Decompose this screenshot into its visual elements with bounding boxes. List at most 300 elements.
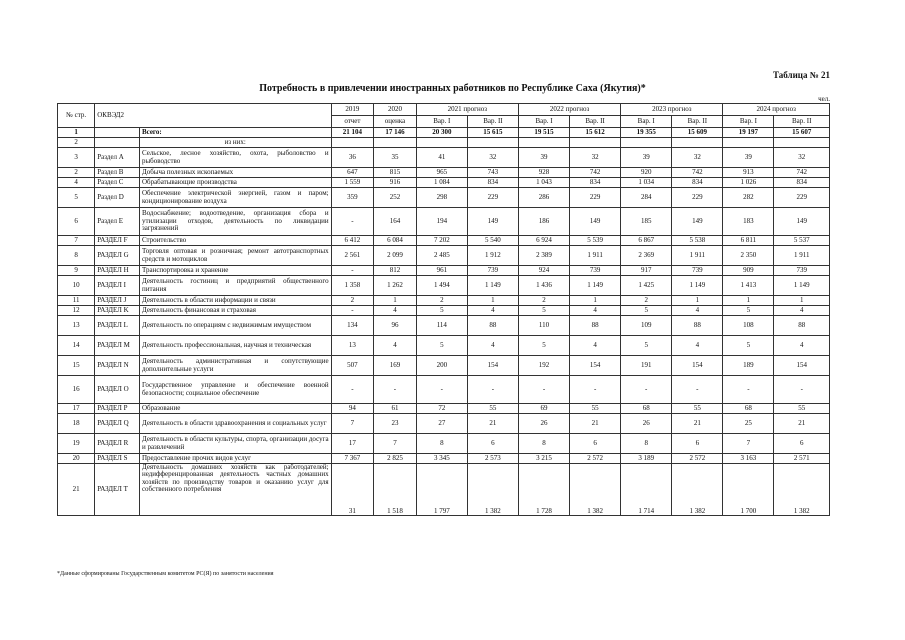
table-row xyxy=(58,168,830,178)
table-row xyxy=(58,316,830,336)
value-cell xyxy=(774,138,830,148)
value-cell: 6 xyxy=(570,434,621,454)
value-cell: 2 350 xyxy=(723,246,774,266)
row-number-cell: 1 xyxy=(58,128,95,138)
value-cell: 6 867 xyxy=(621,236,672,246)
okved-cell xyxy=(95,128,140,138)
value-cell: - xyxy=(774,376,830,404)
value-cell: 1 912 xyxy=(467,246,518,266)
value-cell: 31 xyxy=(331,464,374,516)
header-2020: 2020 xyxy=(374,104,417,116)
value-cell: 4 xyxy=(774,336,830,356)
value-cell: 7 xyxy=(723,434,774,454)
value-cell: 6 xyxy=(467,434,518,454)
activity-cell: Обрабатывающие производства xyxy=(139,178,331,188)
value-cell: 5 540 xyxy=(467,236,518,246)
value-cell xyxy=(621,138,672,148)
value-cell: 3 189 xyxy=(621,454,672,464)
table-title: Потребность в привлечении иностранных работников по Республике Саха (Якутия)* xyxy=(259,83,646,94)
value-cell: 298 xyxy=(416,188,467,208)
value-cell: 1 262 xyxy=(374,276,417,296)
value-cell: 1 043 xyxy=(518,178,569,188)
value-cell: 2 561 xyxy=(331,246,374,266)
value-cell xyxy=(672,138,723,148)
value-cell: 6 924 xyxy=(518,236,569,246)
value-cell: 917 xyxy=(621,266,672,276)
value-cell: 4 xyxy=(467,306,518,316)
value-cell: 1 911 xyxy=(570,246,621,266)
value-cell: 2 572 xyxy=(672,454,723,464)
value-cell: 19 197 xyxy=(723,128,774,138)
value-cell: 286 xyxy=(518,188,569,208)
value-cell: 1 382 xyxy=(774,464,830,516)
value-cell: 5 xyxy=(723,306,774,316)
value-cell: 21 xyxy=(570,414,621,434)
value-cell: 647 xyxy=(331,168,374,178)
value-cell: 5 xyxy=(621,336,672,356)
row-number-cell: 18 xyxy=(58,414,95,434)
value-cell: 39 xyxy=(723,148,774,168)
value-cell: - xyxy=(331,266,374,276)
value-cell: 909 xyxy=(723,266,774,276)
value-cell: 21 xyxy=(467,414,518,434)
table-row xyxy=(58,128,830,138)
value-cell: 32 xyxy=(774,148,830,168)
value-cell: 916 xyxy=(374,178,417,188)
row-number-cell: 10 xyxy=(58,276,95,296)
value-cell: - xyxy=(331,306,374,316)
value-cell xyxy=(331,138,374,148)
table-row xyxy=(58,376,830,404)
value-cell: 1 911 xyxy=(774,246,830,266)
value-cell: 1 728 xyxy=(518,464,569,516)
activity-cell: Деятельность гостиниц и предприятий общественного питания xyxy=(139,276,331,296)
value-cell: 191 xyxy=(621,356,672,376)
value-cell: 2 571 xyxy=(774,454,830,464)
value-cell: 192 xyxy=(518,356,569,376)
header-row-no: № стр. xyxy=(58,104,95,128)
value-cell: 1 149 xyxy=(467,276,518,296)
header-2023-var1: Вар. I xyxy=(621,116,672,128)
value-cell: 6 xyxy=(774,434,830,454)
value-cell: 834 xyxy=(774,178,830,188)
header-2024: 2024 прогноз xyxy=(723,104,830,116)
header-okved: ОКВЭД2 xyxy=(95,104,331,128)
value-cell: 108 xyxy=(723,316,774,336)
value-cell: 154 xyxy=(672,356,723,376)
value-cell: 5 537 xyxy=(774,236,830,246)
value-cell: 920 xyxy=(621,168,672,178)
value-cell xyxy=(374,138,417,148)
value-cell: 1 xyxy=(723,296,774,306)
value-cell: 739 xyxy=(467,266,518,276)
value-cell: 1 149 xyxy=(672,276,723,296)
value-cell: 229 xyxy=(570,188,621,208)
value-cell: 21 xyxy=(672,414,723,434)
value-cell: 8 xyxy=(518,434,569,454)
value-cell: 94 xyxy=(331,404,374,414)
value-cell: - xyxy=(723,376,774,404)
value-cell: 149 xyxy=(774,208,830,236)
value-cell: 1 436 xyxy=(518,276,569,296)
value-cell: 1 494 xyxy=(416,276,467,296)
header-2023-var2: Вар. II xyxy=(672,116,723,128)
value-cell: 21 104 xyxy=(331,128,374,138)
activity-cell: Деятельность домашних хозяйств как работодателей; недифференцированная деятельность частных домашних хозяйств по производству товаров и оказанию услуг для собственного потребления xyxy=(139,464,331,516)
value-cell: 194 xyxy=(416,208,467,236)
header-2021-var1: Вар. I xyxy=(416,116,467,128)
value-cell: 1 382 xyxy=(467,464,518,516)
value-cell: 6 811 xyxy=(723,236,774,246)
value-cell: 55 xyxy=(672,404,723,414)
okved-cell: Раздел A xyxy=(95,148,140,168)
row-number-cell: 19 xyxy=(58,434,95,454)
units-label: чел. xyxy=(818,95,830,103)
value-cell: 961 xyxy=(416,266,467,276)
value-cell: 1 xyxy=(570,296,621,306)
value-cell: 965 xyxy=(416,168,467,178)
row-number-cell: 14 xyxy=(58,336,95,356)
row-number-cell: 15 xyxy=(58,356,95,376)
value-cell: 1 xyxy=(467,296,518,306)
okved-cell: РАЗДЕЛ G xyxy=(95,246,140,266)
activity-cell: Деятельность по операциям с недвижимым имуществом xyxy=(139,316,331,336)
value-cell: 6 084 xyxy=(374,236,417,246)
header-2019: 2019 xyxy=(331,104,374,116)
header-2022-var2: Вар. II xyxy=(570,116,621,128)
value-cell: 19 355 xyxy=(621,128,672,138)
value-cell: 55 xyxy=(467,404,518,414)
row-number-cell: 7 xyxy=(58,236,95,246)
okved-cell: РАЗДЕЛ J xyxy=(95,296,140,306)
value-cell xyxy=(467,138,518,148)
value-cell: 32 xyxy=(467,148,518,168)
row-number-cell: 2 xyxy=(58,168,95,178)
value-cell: 282 xyxy=(723,188,774,208)
value-cell: 1 797 xyxy=(416,464,467,516)
value-cell: 149 xyxy=(672,208,723,236)
value-cell: 189 xyxy=(723,356,774,376)
value-cell: 5 xyxy=(416,336,467,356)
value-cell: 3 345 xyxy=(416,454,467,464)
value-cell: 284 xyxy=(621,188,672,208)
value-cell: 15 609 xyxy=(672,128,723,138)
header-row-1 xyxy=(58,104,830,116)
table-row xyxy=(58,148,830,168)
activity-cell: Всего: xyxy=(139,128,331,138)
value-cell: 359 xyxy=(331,188,374,208)
value-cell: 55 xyxy=(570,404,621,414)
row-number-cell: 5 xyxy=(58,188,95,208)
value-cell: 5 xyxy=(518,336,569,356)
activity-cell: Деятельность в области информации и связи xyxy=(139,296,331,306)
value-cell: 1 xyxy=(774,296,830,306)
okved-cell: РАЗДЕЛ I xyxy=(95,276,140,296)
value-cell: 815 xyxy=(374,168,417,178)
activity-cell: Деятельность в области культуры, спорта, организации досуга и развлечений xyxy=(139,434,331,454)
value-cell: 252 xyxy=(374,188,417,208)
value-cell: 183 xyxy=(723,208,774,236)
value-cell: 6 xyxy=(672,434,723,454)
value-cell: 26 xyxy=(621,414,672,434)
okved-cell: РАЗДЕЛ F xyxy=(95,236,140,246)
activity-cell: Деятельность в области здравоохранения и социальных услуг xyxy=(139,414,331,434)
row-number-cell: 2 xyxy=(58,138,95,148)
row-number-cell: 16 xyxy=(58,376,95,404)
value-cell: 35 xyxy=(374,148,417,168)
activity-cell: Транспортировка и хранение xyxy=(139,266,331,276)
value-cell: - xyxy=(331,208,374,236)
activity-cell: Деятельность административная и сопутствующие дополнительные услуги xyxy=(139,356,331,376)
row-number-cell: 6 xyxy=(58,208,95,236)
value-cell: 154 xyxy=(467,356,518,376)
value-cell: 88 xyxy=(570,316,621,336)
value-cell: 1 084 xyxy=(416,178,467,188)
value-cell: 739 xyxy=(570,266,621,276)
activity-cell: из них: xyxy=(139,138,331,148)
value-cell: 2 825 xyxy=(374,454,417,464)
table-row xyxy=(58,454,830,464)
value-cell xyxy=(570,138,621,148)
table-row xyxy=(58,434,830,454)
table-row xyxy=(58,246,830,266)
value-cell: 5 xyxy=(518,306,569,316)
value-cell: 4 xyxy=(570,336,621,356)
value-cell: 96 xyxy=(374,316,417,336)
value-cell: 68 xyxy=(723,404,774,414)
data-table xyxy=(57,103,830,516)
value-cell: 25 xyxy=(723,414,774,434)
row-number-cell: 8 xyxy=(58,246,95,266)
value-cell: 154 xyxy=(774,356,830,376)
value-cell: 2 xyxy=(621,296,672,306)
activity-cell: Деятельность финансовая и страховая xyxy=(139,306,331,316)
value-cell: 913 xyxy=(723,168,774,178)
value-cell: 200 xyxy=(416,356,467,376)
value-cell: 1 518 xyxy=(374,464,417,516)
value-cell: - xyxy=(672,376,723,404)
row-number-cell: 13 xyxy=(58,316,95,336)
table-row xyxy=(58,414,830,434)
value-cell: 1 149 xyxy=(570,276,621,296)
footnote: *Данные сформированы Государственным комитетом РС(Я) по занятости населения xyxy=(57,571,274,577)
table-row xyxy=(58,208,830,236)
value-cell: 32 xyxy=(570,148,621,168)
value-cell: 5 538 xyxy=(672,236,723,246)
value-cell: 507 xyxy=(331,356,374,376)
value-cell: 5 539 xyxy=(570,236,621,246)
okved-cell: РАЗДЕЛ R xyxy=(95,434,140,454)
value-cell: 4 xyxy=(374,336,417,356)
value-cell: - xyxy=(467,376,518,404)
okved-cell: Раздел C xyxy=(95,178,140,188)
value-cell: 1 425 xyxy=(621,276,672,296)
value-cell: 2 389 xyxy=(518,246,569,266)
value-cell: 110 xyxy=(518,316,569,336)
value-cell: 2 099 xyxy=(374,246,417,266)
table-row xyxy=(58,464,830,516)
row-number-cell: 20 xyxy=(58,454,95,464)
value-cell: 20 300 xyxy=(416,128,467,138)
value-cell: 72 xyxy=(416,404,467,414)
value-cell: 149 xyxy=(570,208,621,236)
value-cell: - xyxy=(518,376,569,404)
okved-cell: РАЗДЕЛ T xyxy=(95,464,140,516)
value-cell: 5 xyxy=(416,306,467,316)
table-row xyxy=(58,404,830,414)
row-number-cell: 12 xyxy=(58,306,95,316)
value-cell: 229 xyxy=(774,188,830,208)
value-cell: 154 xyxy=(570,356,621,376)
header-ocenka: оценка xyxy=(374,116,417,128)
header-2023: 2023 прогноз xyxy=(621,104,723,116)
value-cell: 2 xyxy=(416,296,467,306)
value-cell: 55 xyxy=(774,404,830,414)
value-cell: 1 358 xyxy=(331,276,374,296)
value-cell: 229 xyxy=(672,188,723,208)
value-cell: 21 xyxy=(774,414,830,434)
header-2024-var2: Вар. II xyxy=(774,116,830,128)
value-cell: 39 xyxy=(621,148,672,168)
table-row xyxy=(58,336,830,356)
value-cell: 13 xyxy=(331,336,374,356)
header-otchet: отчет xyxy=(331,116,374,128)
activity-cell: Водоснабжение; водоотведение, организация сбора и утилизации отходов, деятельность по ликвидации загрязнений xyxy=(139,208,331,236)
value-cell: 185 xyxy=(621,208,672,236)
value-cell: 15 607 xyxy=(774,128,830,138)
value-cell: 19 515 xyxy=(518,128,569,138)
value-cell: - xyxy=(621,376,672,404)
value-cell: 1 413 xyxy=(723,276,774,296)
value-cell: 1 559 xyxy=(331,178,374,188)
okved-cell: РАЗДЕЛ Q xyxy=(95,414,140,434)
table-row xyxy=(58,236,830,246)
activity-cell: Деятельность профессиональная, научная и техническая xyxy=(139,336,331,356)
header-2022-var1: Вар. I xyxy=(518,116,569,128)
value-cell: 114 xyxy=(416,316,467,336)
okved-cell: Раздел B xyxy=(95,168,140,178)
value-cell xyxy=(723,138,774,148)
value-cell: 4 xyxy=(467,336,518,356)
value-cell: 1 382 xyxy=(672,464,723,516)
value-cell: - xyxy=(331,376,374,404)
value-cell: 15 615 xyxy=(467,128,518,138)
table-row xyxy=(58,276,830,296)
activity-cell: Торговля оптовая и розничная; ремонт автотранспортных средств и мотоциклов xyxy=(139,246,331,266)
value-cell: 742 xyxy=(570,168,621,178)
value-cell: 1 149 xyxy=(774,276,830,296)
value-cell: 3 215 xyxy=(518,454,569,464)
activity-cell: Добыча полезных ископаемых xyxy=(139,168,331,178)
row-number-cell: 17 xyxy=(58,404,95,414)
value-cell: 61 xyxy=(374,404,417,414)
okved-cell: РАЗДЕЛ H xyxy=(95,266,140,276)
okved-cell: РАЗДЕЛ O xyxy=(95,376,140,404)
value-cell: 109 xyxy=(621,316,672,336)
value-cell: 1 911 xyxy=(672,246,723,266)
value-cell: 27 xyxy=(416,414,467,434)
value-cell: 88 xyxy=(774,316,830,336)
value-cell: 41 xyxy=(416,148,467,168)
activity-cell: Строительство xyxy=(139,236,331,246)
value-cell: 2 xyxy=(331,296,374,306)
activity-cell: Обеспечение электрической энергией, газом и паром; кондиционирование воздуха xyxy=(139,188,331,208)
table-row xyxy=(58,356,830,376)
table-row xyxy=(58,296,830,306)
value-cell: - xyxy=(374,376,417,404)
table-row xyxy=(58,138,830,148)
value-cell: 742 xyxy=(672,168,723,178)
okved-cell: РАЗДЕЛ P xyxy=(95,404,140,414)
value-cell: 1 382 xyxy=(570,464,621,516)
value-cell: 8 xyxy=(416,434,467,454)
value-cell: 69 xyxy=(518,404,569,414)
value-cell: 88 xyxy=(467,316,518,336)
value-cell: 742 xyxy=(774,168,830,178)
value-cell: 2 485 xyxy=(416,246,467,266)
header-2024-var1: Вар. I xyxy=(723,116,774,128)
activity-cell: Государственное управление и обеспечение военной безопасности; социальное обеспечение xyxy=(139,376,331,404)
row-number-cell: 3 xyxy=(58,148,95,168)
okved-cell: РАЗДЕЛ K xyxy=(95,306,140,316)
table-row xyxy=(58,306,830,316)
value-cell: 2 369 xyxy=(621,246,672,266)
header-2021: 2021 прогноз xyxy=(416,104,518,116)
okved-cell: Раздел E xyxy=(95,208,140,236)
value-cell: 7 xyxy=(331,414,374,434)
table-body xyxy=(58,128,830,516)
value-cell: 17 xyxy=(331,434,374,454)
value-cell: 4 xyxy=(672,306,723,316)
activity-cell: Предоставление прочих видов услуг xyxy=(139,454,331,464)
value-cell: 4 xyxy=(774,306,830,316)
value-cell: 4 xyxy=(570,306,621,316)
value-cell: 924 xyxy=(518,266,569,276)
value-cell: 39 xyxy=(518,148,569,168)
value-cell: 149 xyxy=(467,208,518,236)
value-cell: - xyxy=(416,376,467,404)
okved-cell: РАЗДЕЛ S xyxy=(95,454,140,464)
value-cell: 15 612 xyxy=(570,128,621,138)
value-cell: 1 700 xyxy=(723,464,774,516)
value-cell: 4 xyxy=(672,336,723,356)
value-cell: 812 xyxy=(374,266,417,276)
row-number-cell: 4 xyxy=(58,178,95,188)
value-cell: 36 xyxy=(331,148,374,168)
value-cell: - xyxy=(570,376,621,404)
value-cell: 5 xyxy=(621,306,672,316)
value-cell: 4 xyxy=(374,306,417,316)
row-number-cell: 9 xyxy=(58,266,95,276)
value-cell: 1 xyxy=(374,296,417,306)
value-cell: 1 714 xyxy=(621,464,672,516)
value-cell: 26 xyxy=(518,414,569,434)
activity-cell: Сельское, лесное хозяйство, охота, рыболовство и рыбоводство xyxy=(139,148,331,168)
value-cell: 17 146 xyxy=(374,128,417,138)
table-number: Таблица № 21 xyxy=(772,70,830,80)
value-cell: 743 xyxy=(467,168,518,178)
table-row xyxy=(58,178,830,188)
value-cell: 739 xyxy=(672,266,723,276)
row-number-cell: 21 xyxy=(58,464,95,516)
value-cell: 739 xyxy=(774,266,830,276)
okved-cell: Раздел D xyxy=(95,188,140,208)
value-cell xyxy=(518,138,569,148)
value-cell: 1 xyxy=(672,296,723,306)
value-cell: 1 026 xyxy=(723,178,774,188)
value-cell: 186 xyxy=(518,208,569,236)
value-cell: 6 412 xyxy=(331,236,374,246)
